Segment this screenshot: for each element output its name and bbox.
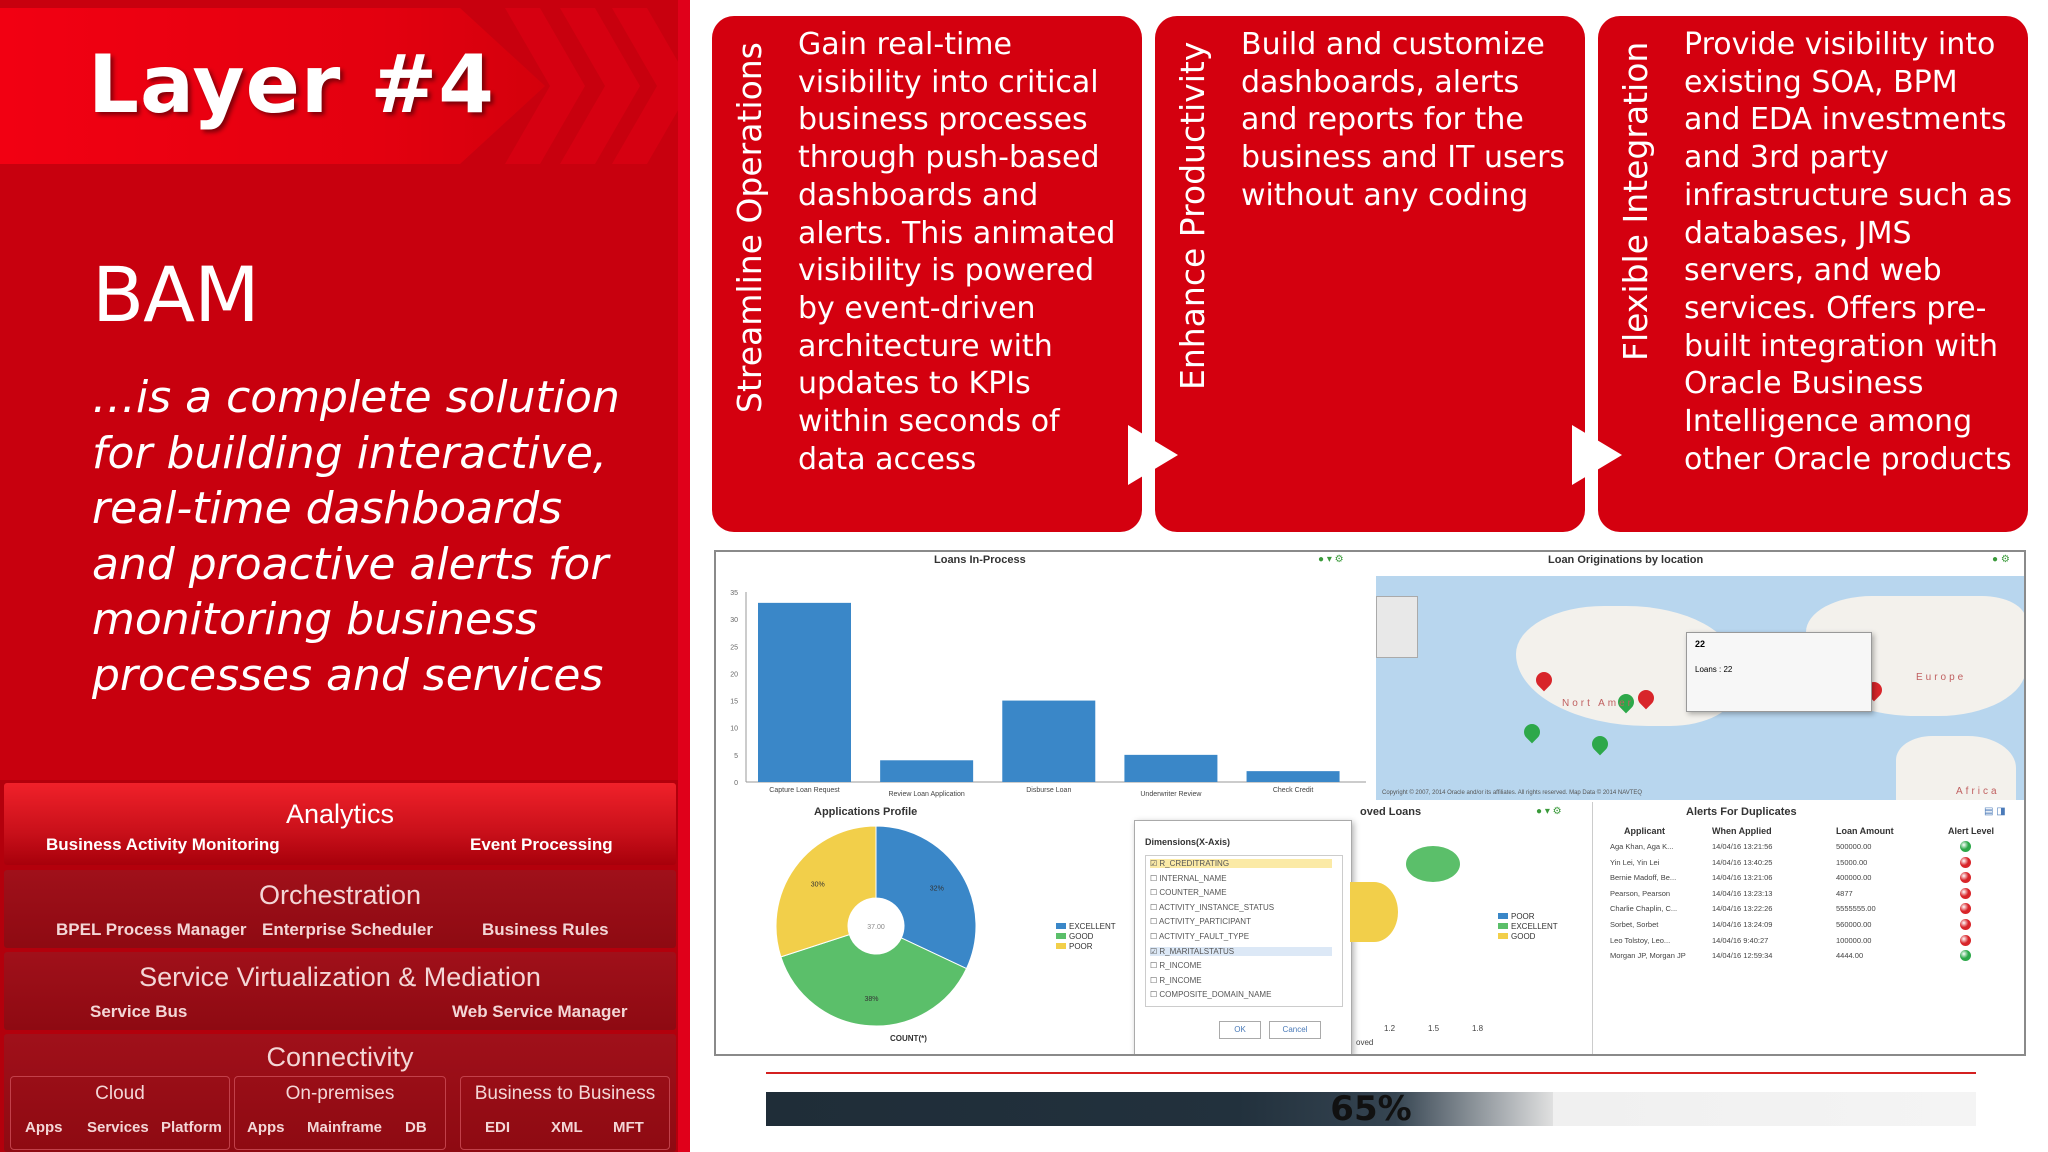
x-tick-label: Disburse Loan [1026, 787, 1072, 794]
dimensions-list[interactable] [1145, 855, 1343, 1007]
checkbox-icon[interactable]: ☐ [1150, 990, 1160, 1000]
axis-tick: 1.5 [1428, 1024, 1440, 1033]
feature-title-wrap [730, 30, 786, 450]
table-cell: 4877 [1836, 888, 1853, 898]
checkbox-icon[interactable]: ☑ [1150, 859, 1160, 868]
legend-item: POOR [1498, 912, 1535, 921]
dimension-label: ACTIVITY_INSTANCE_STATUS [1158, 902, 1275, 912]
dimension-label: R_INCOME [1159, 961, 1202, 971]
tier-item: BPEL Process Manager [56, 920, 247, 939]
table-cell: 14/04/16 13:24:09 [1712, 920, 1773, 929]
map-label-north-america: Nort Amer [1562, 698, 1635, 709]
tier-title: Orchestration [258, 880, 422, 910]
table-cell: Leo Tolstoy, Leo... [1610, 935, 1671, 945]
tier-title: Analytics [285, 799, 395, 829]
group-item: Mainframe [307, 1119, 383, 1136]
feature-enhance-productivity [1155, 16, 1585, 532]
map-pin-icon[interactable] [1589, 733, 1612, 756]
dimension-label: R_MARITALSTATUS [1159, 946, 1235, 956]
left-panel-edge [678, 0, 690, 1152]
legend-item: EXCELLENT [1056, 922, 1116, 931]
legend-item: EXCELLENT [1498, 922, 1558, 931]
tier-orchestration [4, 870, 676, 948]
group-item: Platform [161, 1119, 222, 1136]
group-title: On-premises [285, 1083, 395, 1104]
table-cell: 14/04/16 13:23:13 [1712, 888, 1773, 898]
bar-capture-loan-request[interactable] [758, 603, 851, 782]
dimension-option[interactable] [1150, 903, 1332, 912]
cancel-button[interactable]: Cancel [1269, 1021, 1321, 1039]
x-tick-label: Check Credit [1272, 787, 1314, 794]
tier-item: Web Service Manager [452, 1002, 628, 1021]
y-tick-label: 20 [730, 671, 738, 679]
feature-text: Provide visibility into existing SOA, BPM and EDA investments and 3rd party infrastructure such as databases, JMS servers, and web services. Offers pre-built integration with Oracle Business Intelligence among other Oracle products [1684, 27, 2013, 477]
tier-item: Enterprise Scheduler [262, 920, 434, 939]
table-cell: 14/04/16 13:21:56 [1712, 842, 1773, 851]
table-cell: 100000.00 [1836, 935, 1872, 945]
y-tick-label: 15 [730, 698, 738, 706]
table-cell: Aga Khan, Aga K... [1610, 842, 1674, 851]
table-cell: Pearson, Pearson [1610, 888, 1671, 898]
group-item: Apps [247, 1119, 285, 1136]
product-description: …is a complete solution for building interactive, real-time dashboards and proactive alerts for monitoring business processes and services [92, 372, 620, 701]
alert-level-icon [1960, 872, 1971, 883]
pie-data-label: 32% [929, 885, 944, 893]
loans-bar-chart [716, 570, 1376, 804]
map-title: Loan Originations by location [1548, 554, 1704, 566]
column-header[interactable]: Alert Level [1948, 826, 1995, 836]
group-item: XML [551, 1119, 583, 1136]
column-header[interactable]: Applicant [1624, 826, 1666, 836]
approved-chart-title: oved Loans [1360, 806, 1422, 818]
map-copyright: Copyright © 2007, 2014 Oracle and/or its affiliates. All rights reserved. Map Data © 2014 NAVTEQ [1382, 790, 1643, 796]
group-item: EDI [485, 1119, 511, 1136]
dashboard-screenshot [714, 550, 2026, 1056]
profile-chart-title: Applications Profile [814, 806, 918, 818]
feature-streamline-operations [712, 16, 1142, 532]
feature-text: Gain real-time visibility into critical business processes through push-based dashboards and alerts. This animated visibility is powered by event-driven architecture with updates to KPIs within seconds of data access [798, 27, 1116, 477]
table-cell: 15000.00 [1836, 857, 1868, 867]
y-tick-label: 5 [734, 752, 738, 760]
alerts-title: Alerts For Duplicates [1686, 806, 1797, 818]
axis-label: oved [1356, 1038, 1374, 1047]
connectivity-b2b [460, 1076, 670, 1150]
feature-title-wrap [1616, 30, 1672, 450]
map-panel[interactable] [1376, 576, 2026, 800]
architecture-stack [0, 780, 678, 1152]
progress-bar [766, 1089, 1976, 1129]
dimension-option[interactable] [1150, 917, 1332, 926]
table-cell: 14/04/16 12:59:34 [1712, 951, 1773, 961]
dimension-label: ACTIVITY_PARTICIPANT [1158, 917, 1251, 927]
table-cell: 14/04/16 13:21:06 [1712, 873, 1773, 883]
column-header[interactable]: Loan Amount [1836, 826, 1894, 836]
y-tick-label: 35 [730, 590, 738, 597]
panel-controls-icon[interactable]: ● ▾ ⚙ [1536, 806, 1562, 817]
tier-title: Connectivity [266, 1042, 414, 1072]
dimension-option[interactable] [1150, 932, 1332, 941]
layer-title: Layer #4 [88, 38, 495, 131]
feature-title: Flexible Integration [1616, 41, 1655, 361]
y-tick-label: 10 [730, 725, 738, 733]
feature-title: Enhance Productivity [1173, 41, 1212, 390]
checkbox-icon[interactable]: ☐ [1150, 917, 1159, 927]
dimension-option[interactable] [1150, 859, 1332, 868]
tier-analytics [4, 783, 676, 865]
checkbox-icon[interactable]: ☑ [1150, 946, 1160, 956]
bubble-mark [1350, 882, 1398, 942]
dimension-label: R_INCOME [1159, 975, 1202, 985]
column-header[interactable]: When Applied [1712, 826, 1772, 836]
bar-disburse-loan[interactable] [1002, 701, 1095, 782]
bubble-mark [1406, 846, 1460, 882]
table-cell: 14/04/16 13:22:26 [1712, 904, 1773, 914]
panel-controls-icon[interactable]: ▤ ◨ [1984, 806, 2006, 817]
table-cell: Yin Lei, Yin Lei [1610, 857, 1660, 867]
dimension-option[interactable] [1150, 961, 1332, 970]
dimension-option[interactable] [1150, 947, 1332, 956]
connectivity-on-premises [234, 1076, 446, 1150]
pie-center-value: 37.00 [867, 924, 885, 931]
dimension-option[interactable] [1150, 874, 1332, 883]
panel-controls-icon[interactable]: ● ▾ ⚙ [1318, 554, 1344, 565]
dimension-label: INTERNAL_NAME [1159, 873, 1227, 883]
y-tick-label: 25 [730, 644, 738, 652]
map-label-africa: Africa [1956, 786, 2000, 797]
table-cell: 14/04/16 9:40:27 [1712, 935, 1769, 945]
dimension-label: ACTIVITY_FAULT_TYPE [1158, 932, 1250, 941]
map-label-europe: Europe [1916, 672, 1967, 683]
tier-virtualization [4, 952, 676, 1030]
progress-divider [766, 1072, 1976, 1074]
checkbox-icon[interactable]: ☐ [1150, 961, 1160, 971]
x-tick-label: Underwriter Review [1140, 791, 1202, 798]
checkbox-icon[interactable]: ☐ [1150, 888, 1160, 898]
bar-underwriter-review[interactable] [1124, 755, 1217, 782]
bar-review-loan-application[interactable] [880, 760, 973, 782]
tier-title: Service Virtualization & Mediation [139, 962, 541, 992]
panel-divider [1592, 802, 1593, 1056]
applications-pie-chart [736, 822, 1056, 1038]
map-pin-icon[interactable] [1521, 721, 1544, 744]
alert-level-icon [1960, 919, 1971, 930]
x-tick-label: Capture Loan Request [769, 787, 840, 794]
group-item: Services [87, 1119, 149, 1136]
alert-level-icon [1960, 935, 1971, 946]
connectivity-cloud [10, 1076, 230, 1150]
alert-level-icon [1960, 841, 1971, 852]
dimension-label: COUNTER_NAME [1159, 888, 1227, 898]
dimensions-dialog[interactable] [1134, 820, 1352, 1056]
x-tick-label: Review Loan Application [888, 791, 965, 798]
pie-slice-poor[interactable] [776, 826, 876, 957]
pie-data-label: 38% [864, 995, 879, 1003]
alert-level-icon [1960, 857, 1971, 868]
tier-item: Business Activity Monitoring [46, 835, 280, 854]
dimension-option[interactable] [1150, 990, 1332, 999]
progress-label: 65% [1330, 1089, 1412, 1129]
legend-item: GOOD [1498, 932, 1535, 941]
group-item: MFT [613, 1119, 644, 1136]
axis-tick: 1.8 [1472, 1024, 1484, 1033]
legend-item: POOR [1056, 942, 1093, 951]
alert-level-icon [1960, 903, 1971, 914]
axis-tick: 1.2 [1384, 1024, 1396, 1033]
alert-level-icon [1960, 888, 1971, 899]
table-cell: Sorbet, Sorbet [1610, 920, 1659, 929]
checkbox-icon[interactable]: ☐ [1150, 902, 1159, 912]
pie-slice-excellent[interactable] [876, 826, 976, 969]
table-cell: 14/04/16 13:40:25 [1712, 857, 1773, 867]
group-item: DB [405, 1119, 427, 1136]
dialog-header: Dimensions(X-Axis) [1145, 837, 1231, 847]
loans-chart-title: Loans In-Process [934, 554, 1026, 566]
group-title: Business to Business [474, 1083, 656, 1104]
arrow-right-icon [1128, 425, 1178, 485]
checkbox-icon[interactable]: ☐ [1150, 975, 1160, 985]
map-popup-label: Loans : 22 [1695, 665, 1733, 674]
dimension-label: COMPOSITE_DOMAIN_NAME [1159, 990, 1272, 1000]
table-cell: Morgan JP, Morgan JP [1610, 951, 1686, 961]
dimension-label: R_CREDITRATING [1159, 859, 1230, 868]
dimension-option[interactable] [1150, 888, 1332, 897]
dimension-option[interactable] [1150, 976, 1332, 985]
map-popup-id: 22 [1695, 639, 1706, 649]
checkbox-icon[interactable]: ☐ [1150, 873, 1160, 883]
checkbox-icon[interactable]: ☐ [1150, 932, 1159, 941]
tier-item: Event Processing [470, 835, 613, 854]
product-name: BAM [92, 250, 259, 339]
table-cell: 400000.00 [1836, 873, 1872, 883]
map-zoom-control[interactable] [1376, 596, 1418, 658]
profile-footer: COUNT(*) [890, 1034, 927, 1043]
group-item: Apps [25, 1119, 63, 1136]
arrow-right-icon [1572, 425, 1622, 485]
left-panel [0, 0, 690, 1152]
y-tick-label: 0 [734, 780, 738, 787]
table-cell: Charlie Chaplin, C... [1610, 904, 1678, 914]
tier-connectivity [4, 1034, 676, 1152]
table-cell: 500000.00 [1836, 842, 1872, 851]
feature-title: Streamline Operations [730, 42, 769, 413]
tier-item: Business Rules [482, 920, 609, 939]
tier-item: Service Bus [90, 1002, 188, 1021]
pie-data-label: 30% [810, 881, 825, 889]
panel-controls-icon[interactable]: ● ⚙ [1992, 554, 2010, 565]
feature-flexible-integration [1598, 16, 2028, 532]
feature-title-wrap [1173, 30, 1229, 450]
legend-item: GOOD [1056, 932, 1093, 941]
group-title: Cloud [95, 1083, 145, 1104]
bar-check-credit[interactable] [1247, 771, 1340, 782]
y-tick-label: 30 [730, 617, 738, 625]
table-cell: 4444.00 [1836, 951, 1864, 961]
map-popup [1686, 632, 1872, 712]
table-cell: Bernie Madoff, Be... [1610, 873, 1677, 883]
alert-level-icon [1960, 950, 1971, 961]
ok-button[interactable]: OK [1219, 1021, 1261, 1039]
table-cell: 560000.00 [1836, 920, 1872, 929]
feature-text: Build and customize dashboards, alerts and reports for the business and IT users without any coding [1241, 27, 1566, 213]
table-cell: 5555555.00 [1836, 904, 1876, 914]
